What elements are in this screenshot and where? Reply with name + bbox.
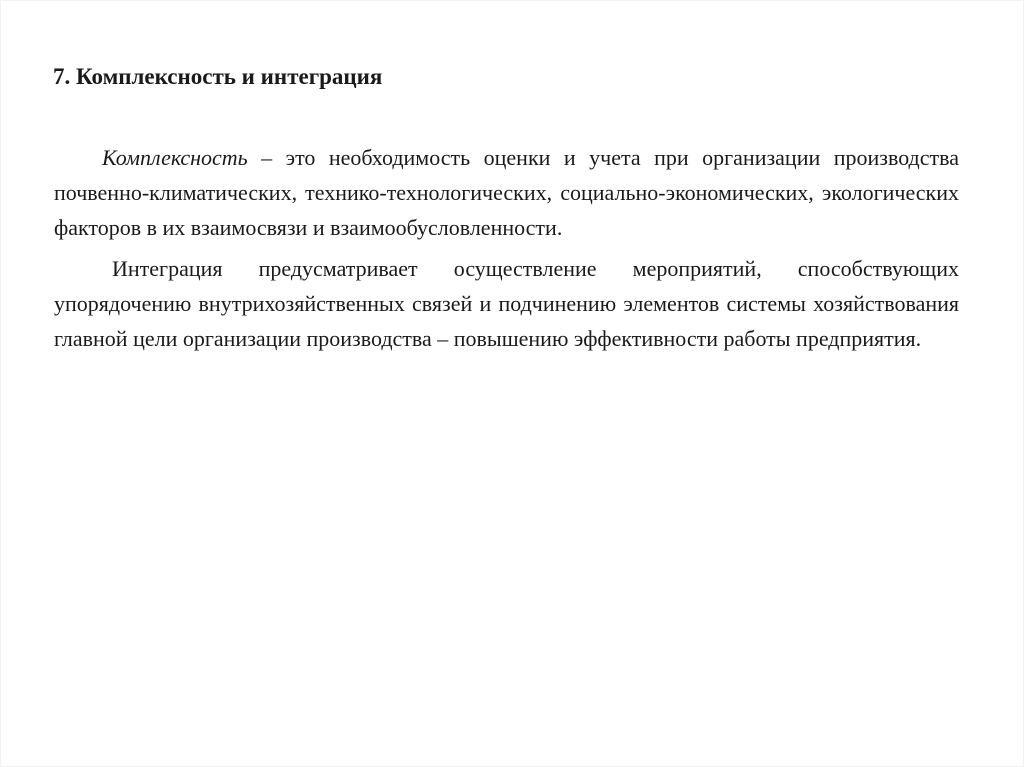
section-heading: 7. Комплексность и интеграция	[53, 64, 383, 89]
paragraph-integration: Интеграция предусматривает осуществление мероприятий, способствующих упорядочению внутрихозяйственных связей и подчинению элементов системы хозяйствования главной цели организации производства – повышению эффективности работы предприятия.	[54, 256, 959, 351]
term-complexity: Комплексность	[102, 145, 248, 170]
body-text	[54, 140, 959, 356]
paragraph-complexity	[54, 140, 959, 245]
definition-complexity: – это необходимость оценки и учета при организации производства почвенно-климатических, технико-технологических, социально-экономических, экологических факторов в их взаимосвязи и взаимообусловленности.	[54, 145, 959, 240]
